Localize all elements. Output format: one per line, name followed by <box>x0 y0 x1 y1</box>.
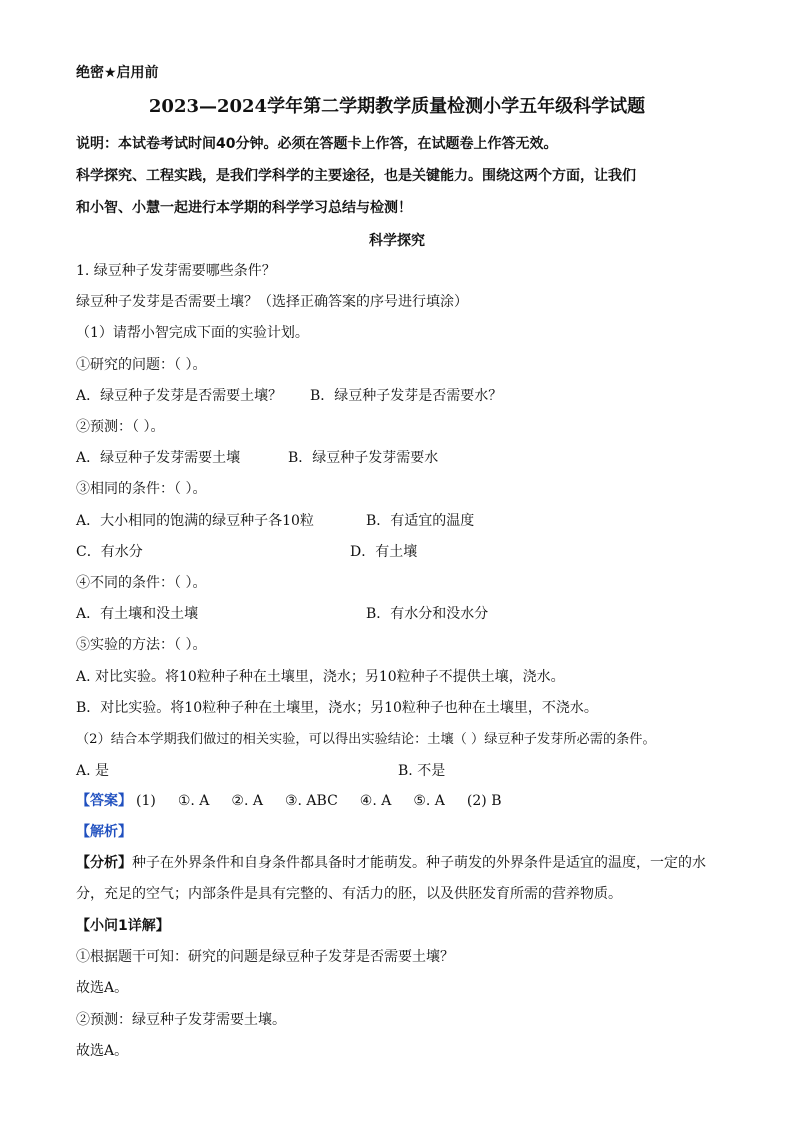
detail-2-choice: 故选A。 <box>76 1043 129 1059</box>
exam-title: 2023—2024学年第二学期教学质量检测小学五年级科学试题 <box>148 96 646 117</box>
exam-note: 说明：本试卷考试时间40分钟。必须在答题卡上作答，在试题卷上作答无效。 <box>76 136 558 152</box>
question-stem: 1. 绿豆种子发芽需要哪些条件？ <box>76 263 276 279</box>
answer-item: ④. A <box>359 793 392 809</box>
part2-option-b: B. 不是 <box>398 763 446 779</box>
question-sub: 绿豆种子发芽是否需要土壤？（选择正确答案的序号进行填涂） <box>76 294 468 310</box>
fenxi-line-1 <box>76 854 706 872</box>
detail-2: ②预测：绿豆种子发芽需要土壤。 <box>76 1012 286 1028</box>
q3-option-d: D．有土壤 <box>350 544 418 560</box>
fenxi-line-2: 分，充足的空气；内部条件是具有完整的、有活力的胚，以及供胚发育所需的营养物质。 <box>76 886 622 902</box>
q1-option-b: B．绿豆种子发芽是否需要水？ <box>310 388 503 404</box>
q1-prompt: ①研究的问题：（ ）。 <box>76 357 207 373</box>
q5-prompt: ⑤实验的方法：（ ）。 <box>76 637 207 653</box>
section-title: 科学探究 <box>369 233 425 249</box>
q2-option-b: B．绿豆种子发芽需要水 <box>288 450 439 466</box>
q4-option-b: B．有水分和没水分 <box>366 606 489 622</box>
q2-option-a: A．绿豆种子发芽需要土壤 <box>76 450 241 466</box>
answer-item: (1) <box>136 793 156 809</box>
q5-option-a: A. 对比实验。将10粒种子种在土壤里，浇水；另10粒种子不提供土壤，浇水。 <box>76 669 565 685</box>
answer-label: 【答案】 <box>76 793 132 809</box>
detail-1: ①根据题干可知：研究的问题是绿豆种子发芽是否需要土壤？ <box>76 949 454 965</box>
fenxi-text-1: 种子在外界条件和自身条件都具备时才能萌发。种子萌发的外界条件是适宜的温度，一定的水 <box>132 855 706 871</box>
intro-line-2: 和小智、小慧一起进行本学期的科学学习总结与检测！ <box>76 200 412 216</box>
q4-option-a: A．有土壤和没土壤 <box>76 606 199 622</box>
answer-item: ⑤. A <box>413 793 445 809</box>
q5-option-b: B．对比实验。将10粒种子种在土壤里，浇水；另10粒种子也种在土壤里，不浇水。 <box>76 700 598 716</box>
q3-option-c: C．有水分 <box>76 544 143 560</box>
q4-prompt: ④不同的条件：（ ）。 <box>76 575 207 591</box>
detail-label: 【小问1详解】 <box>76 918 170 934</box>
answer-item: (2) B <box>466 793 502 809</box>
analysis-label: 【解析】 <box>76 824 132 840</box>
q2-prompt: ②预测：（ ）。 <box>76 419 165 435</box>
q3-prompt: ③相同的条件：（ ）。 <box>76 481 207 497</box>
q3-option-b: B．有适宜的温度 <box>366 513 475 529</box>
answer-item: ①. A <box>177 793 210 809</box>
answer-item: ③. ABC <box>284 793 338 809</box>
q1-option-a: A．绿豆种子发芽是否需要土壤？ <box>76 388 283 404</box>
answer-line <box>76 792 524 810</box>
secret-mark: 绝密★启用前 <box>76 65 159 81</box>
answer-item: ②. A <box>231 793 263 809</box>
part2-option-a: A. 是 <box>76 763 110 779</box>
part2-prompt: （2）结合本学期我们做过的相关实验，可以得出实验结论：土壤（ ）绿豆种子发芽所必需的条件。 <box>76 732 656 747</box>
fenxi-label: 【分析】 <box>76 855 132 871</box>
part1-title: （1）请帮小智完成下面的实验计划。 <box>76 325 309 341</box>
intro-line-1: 科学探究、工程实践，是我们学科学的主要途径，也是关键能力。围绕这两个方面，让我们 <box>76 168 636 184</box>
detail-1-choice: 故选A。 <box>76 980 129 996</box>
q3-option-a: A．大小相同的饱满的绿豆种子各10粒 <box>76 513 314 529</box>
